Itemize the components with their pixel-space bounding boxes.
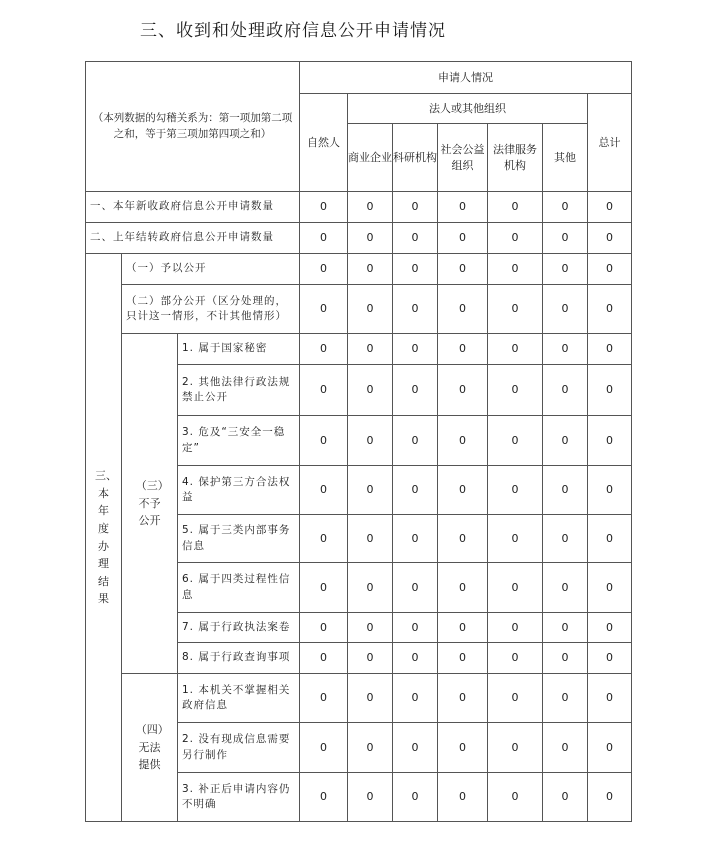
unable-item-row-value-0: 0 [300, 674, 348, 723]
not-disclose-item-row-value-3: 0 [438, 416, 488, 466]
unable-item-label: 3. 补正后申请内容仍不明确 [178, 773, 300, 822]
carried-over-row-value-4: 0 [488, 223, 543, 254]
not-disclose-item-row-value-0: 0 [300, 643, 348, 674]
not-disclose-item-row-value-1: 0 [348, 643, 393, 674]
unable-item-row-value-1: 0 [348, 773, 393, 822]
partial-row-value-5: 0 [543, 285, 588, 334]
new-requests-row-value-0: 0 [300, 192, 348, 223]
not-disclose-item-row-value-0: 0 [300, 563, 348, 613]
not-disclose-item-label: 7. 属于行政执法案卷 [178, 613, 300, 643]
result-section-label: 三、本年度办理结果 [86, 254, 122, 822]
new-requests-row-label: 一、本年新收政府信息公开申请数量 [86, 192, 300, 223]
unable-item-row-value-4: 0 [488, 723, 543, 773]
not-disclose-item-row-value-4: 0 [488, 334, 543, 365]
header-sub-public-welfare: 社会公益组织 [438, 124, 488, 192]
not-disclose-item-row-value-1: 0 [348, 515, 393, 563]
not-disclose-item-label: 8. 属于行政查询事项 [178, 643, 300, 674]
not-disclose-item-row-value-5: 0 [543, 643, 588, 674]
unable-item-row-value-3: 0 [438, 674, 488, 723]
not-disclose-item-row-value-5: 0 [543, 613, 588, 643]
new-requests-row [86, 192, 632, 223]
not-disclose-item-row-value-6: 0 [588, 613, 632, 643]
not-disclose-item-row-value-3: 0 [438, 613, 488, 643]
not-disclose-item-row-value-1: 0 [348, 334, 393, 365]
carried-over-row [86, 223, 632, 254]
partial-row-value-0: 0 [300, 285, 348, 334]
header-sub-other: 其他 [543, 124, 588, 192]
partial-row [86, 285, 632, 334]
partial-row-value-6: 0 [588, 285, 632, 334]
not-disclose-item-label: 4. 保护第三方合法权益 [178, 466, 300, 515]
unable-group-label: （四）无法提供 [122, 674, 178, 822]
unable-item-row-value-1: 0 [348, 723, 393, 773]
unable-item-row-value-3: 0 [438, 723, 488, 773]
carried-over-row-value-2: 0 [393, 223, 438, 254]
not-disclose-item-row-value-4: 0 [488, 365, 543, 416]
unable-item-row-value-6: 0 [588, 674, 632, 723]
disclose-row-value-5: 0 [543, 254, 588, 285]
unable-item-row-value-2: 0 [393, 773, 438, 822]
not-disclose-group-label: （三）不予公开 [122, 334, 178, 674]
unable-item-row-value-5: 0 [543, 723, 588, 773]
header-natural-person: 自然人 [300, 94, 348, 192]
not-disclose-item-row-value-0: 0 [300, 613, 348, 643]
new-requests-row-value-1: 0 [348, 192, 393, 223]
new-requests-row-value-2: 0 [393, 192, 438, 223]
carried-over-row-value-5: 0 [543, 223, 588, 254]
header-applicant-info: 申请人情况 [300, 62, 632, 94]
not-disclose-item-row-value-6: 0 [588, 466, 632, 515]
new-requests-row-value-5: 0 [543, 192, 588, 223]
not-disclose-item-row-value-2: 0 [393, 613, 438, 643]
not-disclose-item-row-value-5: 0 [543, 466, 588, 515]
carried-over-row-value-3: 0 [438, 223, 488, 254]
not-disclose-item-row-value-1: 0 [348, 563, 393, 613]
not-disclose-item-row-value-5: 0 [543, 563, 588, 613]
unable-item-row-value-2: 0 [393, 674, 438, 723]
not-disclose-item-row-value-4: 0 [488, 515, 543, 563]
not-disclose-item-row-value-4: 0 [488, 613, 543, 643]
not-disclose-item-row-value-6: 0 [588, 563, 632, 613]
not-disclose-item-row-value-3: 0 [438, 334, 488, 365]
disclose-row-value-1: 0 [348, 254, 393, 285]
unable-item-label: 1. 本机关不掌握相关政府信息 [178, 674, 300, 723]
disclose-row-value-2: 0 [393, 254, 438, 285]
not-disclose-item-row [86, 334, 632, 365]
unable-item-row-value-0: 0 [300, 723, 348, 773]
not-disclose-item-row-value-3: 0 [438, 515, 488, 563]
disclose-label: （一）予以公开 [122, 254, 300, 285]
disclose-row-value-3: 0 [438, 254, 488, 285]
not-disclose-item-row-value-6: 0 [588, 515, 632, 563]
carried-over-row-value-6: 0 [588, 223, 632, 254]
not-disclose-item-row-value-2: 0 [393, 563, 438, 613]
header-total: 总计 [588, 94, 632, 192]
unable-item-row-value-5: 0 [543, 674, 588, 723]
header-sub-legal-service: 法律服务机构 [488, 124, 543, 192]
not-disclose-item-row-value-5: 0 [543, 334, 588, 365]
disclose-row-value-0: 0 [300, 254, 348, 285]
not-disclose-item-row-value-5: 0 [543, 515, 588, 563]
not-disclose-item-label: 2. 其他法律行政法规禁止公开 [178, 365, 300, 416]
not-disclose-item-row-value-0: 0 [300, 466, 348, 515]
not-disclose-item-label: 6. 属于四类过程性信息 [178, 563, 300, 613]
disclose-row-value-4: 0 [488, 254, 543, 285]
carried-over-row-label: 二、上年结转政府信息公开申请数量 [86, 223, 300, 254]
not-disclose-item-row-value-5: 0 [543, 365, 588, 416]
not-disclose-item-row-value-6: 0 [588, 416, 632, 466]
unable-item-row-value-5: 0 [543, 773, 588, 822]
partial-label: （二）部分公开（区分处理的，只计这一情形，不计其他情形） [122, 285, 300, 334]
not-disclose-item-row-value-5: 0 [543, 416, 588, 466]
header-sub-research: 科研机构 [393, 124, 438, 192]
not-disclose-item-row-value-0: 0 [300, 515, 348, 563]
not-disclose-item-row-value-3: 0 [438, 466, 488, 515]
partial-row-value-4: 0 [488, 285, 543, 334]
disclose-row [86, 254, 632, 285]
not-disclose-item-row-value-6: 0 [588, 365, 632, 416]
not-disclose-item-row-value-1: 0 [348, 466, 393, 515]
not-disclose-item-row-value-2: 0 [393, 416, 438, 466]
not-disclose-item-row-value-2: 0 [393, 466, 438, 515]
unable-item-row [86, 674, 632, 723]
disclose-row-value-6: 0 [588, 254, 632, 285]
not-disclose-item-row-value-4: 0 [488, 466, 543, 515]
header-legal-org: 法人或其他组织 [348, 94, 588, 124]
not-disclose-item-row-value-0: 0 [300, 365, 348, 416]
not-disclose-item-label: 3. 危及“三安全一稳定” [178, 416, 300, 466]
not-disclose-item-row-value-2: 0 [393, 515, 438, 563]
not-disclose-item-row-value-4: 0 [488, 643, 543, 674]
unable-item-row-value-4: 0 [488, 773, 543, 822]
not-disclose-item-row-value-6: 0 [588, 334, 632, 365]
not-disclose-item-row-value-1: 0 [348, 365, 393, 416]
not-disclose-item-row-value-3: 0 [438, 643, 488, 674]
unable-item-row-value-0: 0 [300, 773, 348, 822]
new-requests-row-value-3: 0 [438, 192, 488, 223]
unable-item-row-value-6: 0 [588, 773, 632, 822]
unable-item-row-value-1: 0 [348, 674, 393, 723]
unable-item-row-value-3: 0 [438, 773, 488, 822]
not-disclose-item-row-value-1: 0 [348, 613, 393, 643]
not-disclose-item-row-value-4: 0 [488, 563, 543, 613]
unable-item-row-value-4: 0 [488, 674, 543, 723]
new-requests-row-value-4: 0 [488, 192, 543, 223]
header-sub-commercial: 商业企业 [348, 124, 393, 192]
unable-item-row-value-6: 0 [588, 723, 632, 773]
carried-over-row-value-1: 0 [348, 223, 393, 254]
not-disclose-item-row-value-2: 0 [393, 643, 438, 674]
not-disclose-item-row-value-2: 0 [393, 334, 438, 365]
not-disclose-item-row-value-3: 0 [438, 563, 488, 613]
new-requests-row-value-6: 0 [588, 192, 632, 223]
not-disclose-item-row-value-0: 0 [300, 334, 348, 365]
not-disclose-item-row-value-6: 0 [588, 643, 632, 674]
unable-item-label: 2. 没有现成信息需要另行制作 [178, 723, 300, 773]
not-disclose-item-row-value-2: 0 [393, 365, 438, 416]
carried-over-row-value-0: 0 [300, 223, 348, 254]
partial-row-value-1: 0 [348, 285, 393, 334]
partial-row-value-3: 0 [438, 285, 488, 334]
partial-row-value-2: 0 [393, 285, 438, 334]
not-disclose-item-row-value-3: 0 [438, 365, 488, 416]
not-disclose-item-label: 1. 属于国家秘密 [178, 334, 300, 365]
not-disclose-item-row-value-4: 0 [488, 416, 543, 466]
page-title: 三、收到和处理政府信息公开申请情况 [140, 21, 446, 41]
unable-item-row-value-2: 0 [393, 723, 438, 773]
not-disclose-item-row-value-0: 0 [300, 416, 348, 466]
not-disclose-item-row-value-1: 0 [348, 416, 393, 466]
not-disclose-item-label: 5. 属于三类内部事务信息 [178, 515, 300, 563]
request-status-table [85, 61, 632, 822]
header-note: （本列数据的勾稽关系为：第一项加第二项之和，等于第三项加第四项之和） [86, 62, 300, 192]
